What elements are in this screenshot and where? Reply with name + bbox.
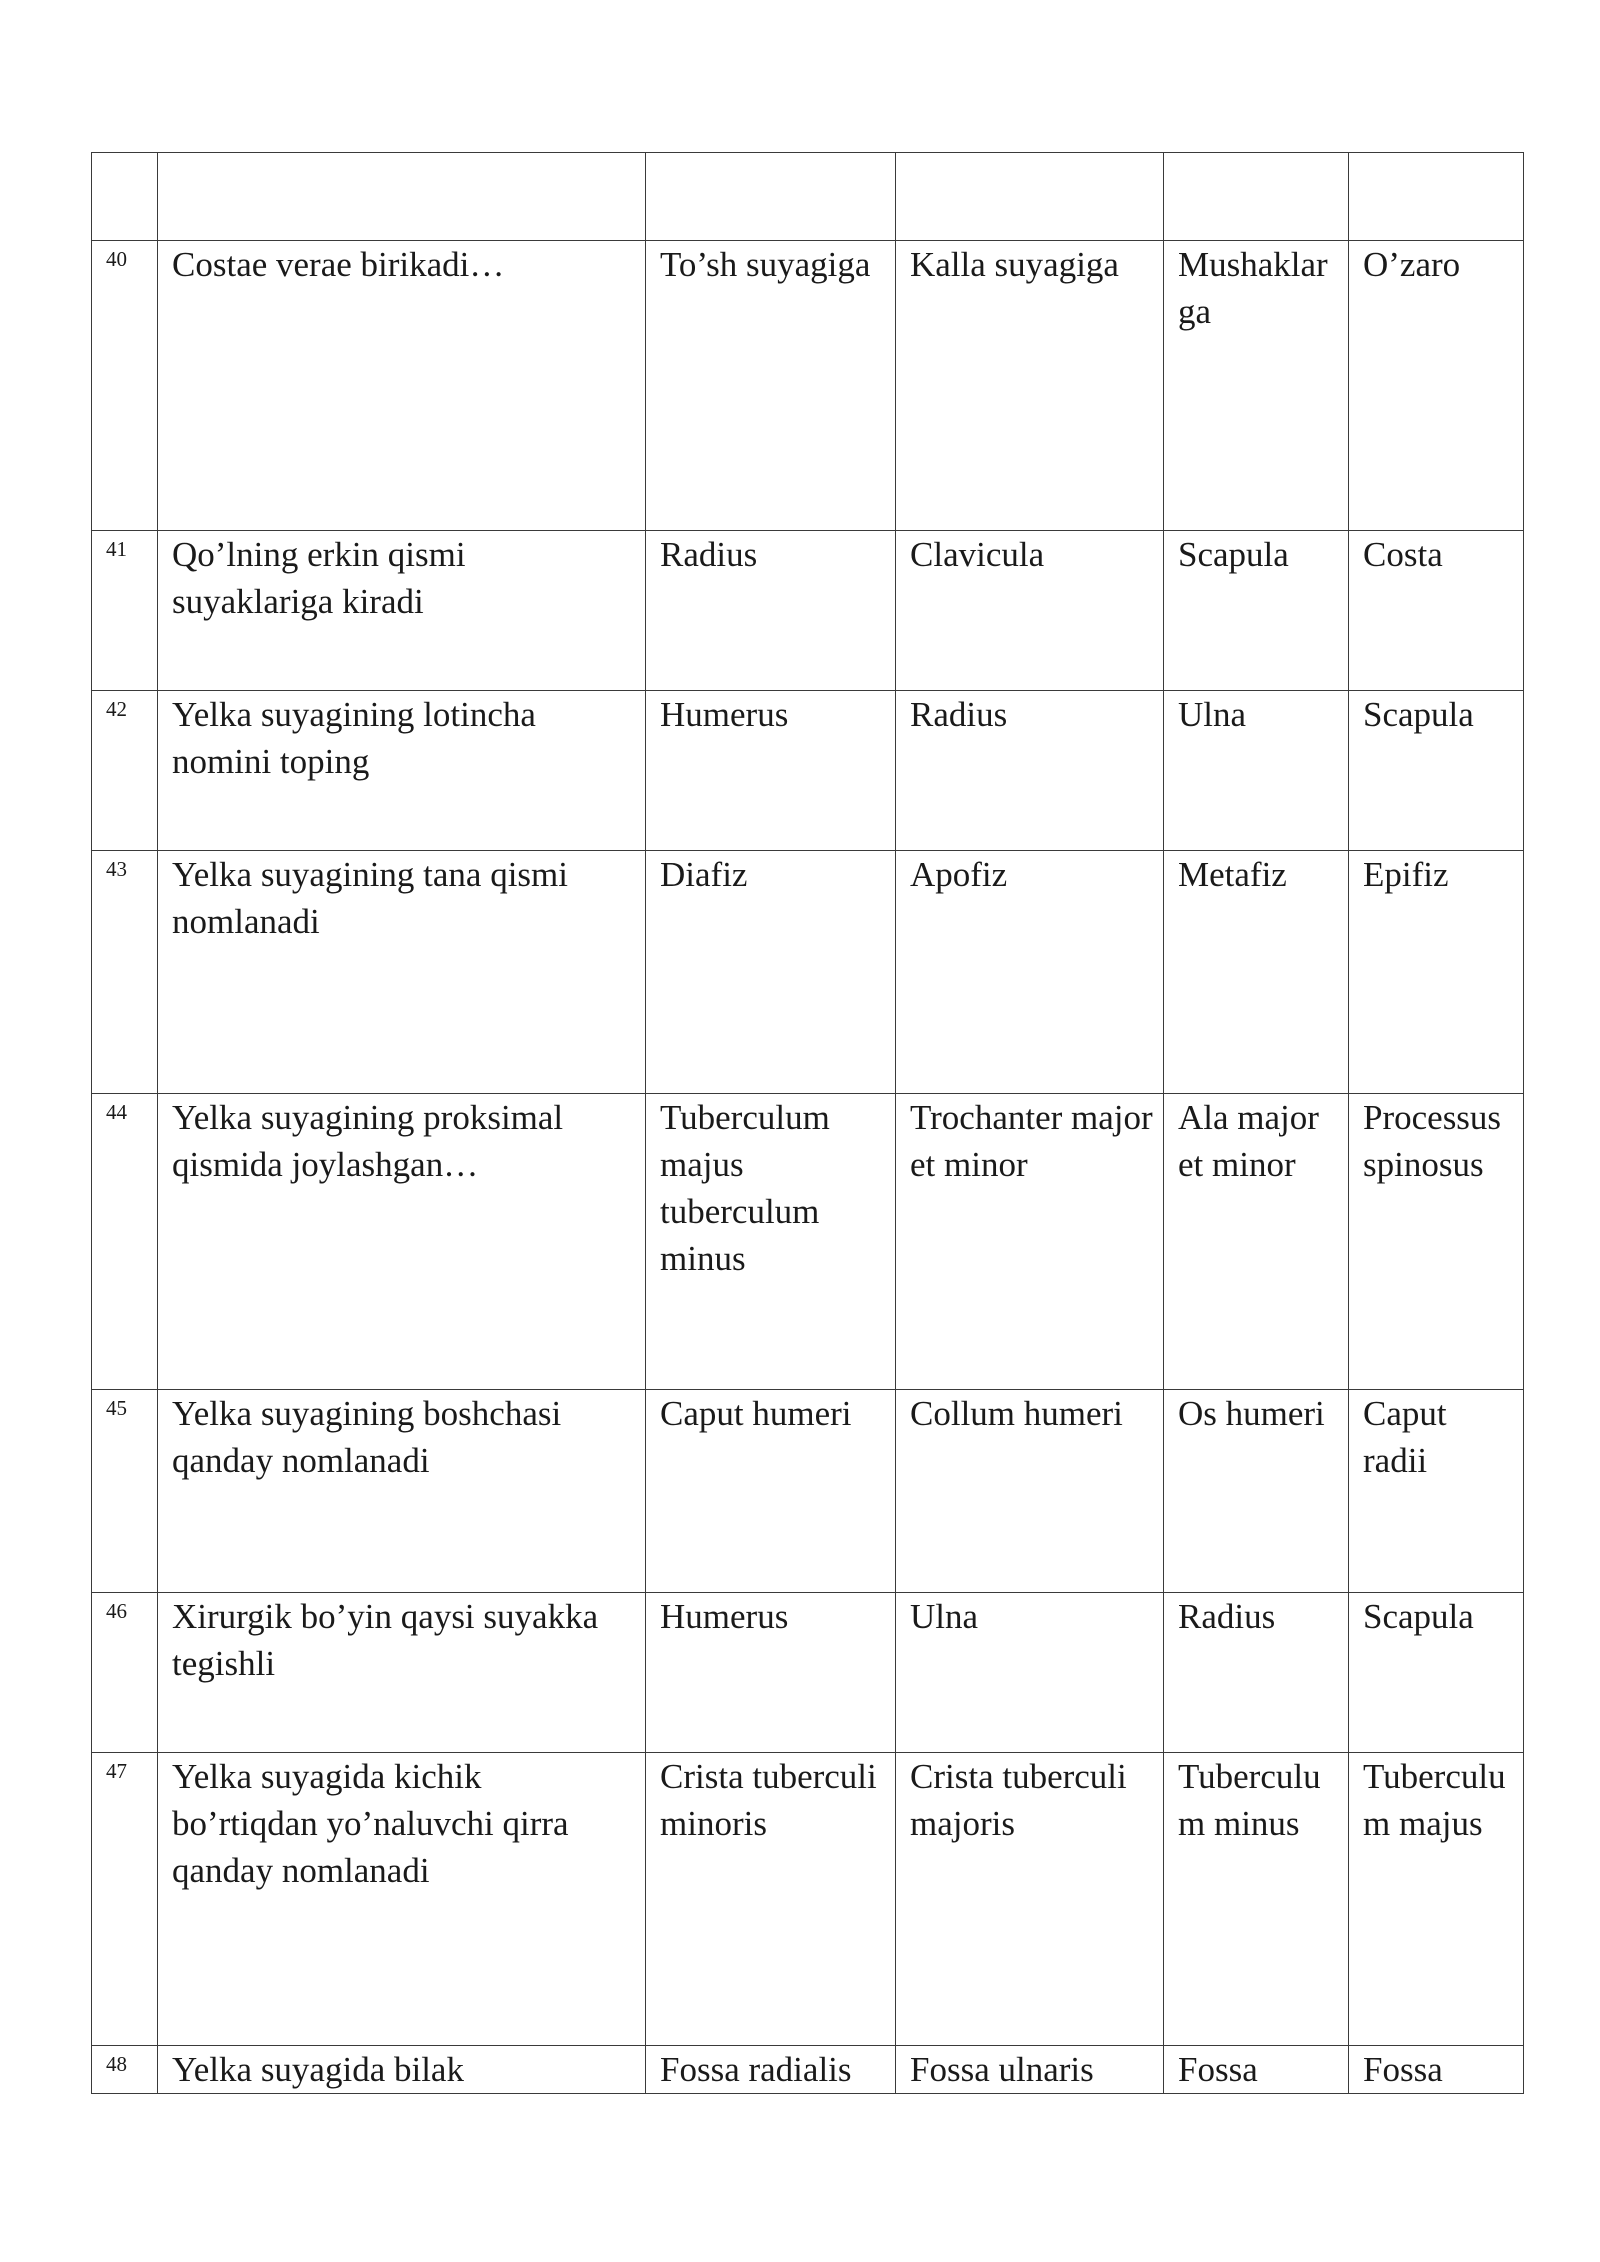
answer-a: Diafiz (646, 851, 896, 1094)
answer-a: Radius (646, 531, 896, 691)
question-number: 46 (92, 1593, 158, 1753)
table-row (92, 153, 1524, 241)
table-row (92, 241, 1524, 531)
answer-b (896, 153, 1164, 241)
answer-d: Epifiz (1349, 851, 1524, 1094)
answer-c: Ala major et minor (1164, 1094, 1349, 1390)
answer-d: Scapula (1349, 691, 1524, 851)
answer-d: Tuberculum majus (1349, 1753, 1524, 2046)
answer-d: Fossa (1349, 2046, 1524, 2094)
question-number: 44 (92, 1094, 158, 1390)
table-row (92, 531, 1524, 691)
answer-c: Scapula (1164, 531, 1349, 691)
question-number: 41 (92, 531, 158, 691)
answer-c: Ulna (1164, 691, 1349, 851)
quiz-table (91, 152, 1524, 2094)
answer-b: Ulna (896, 1593, 1164, 1753)
answer-d: Scapula (1349, 1593, 1524, 1753)
answer-d: O’zaro (1349, 241, 1524, 531)
table-row (92, 1593, 1524, 1753)
answer-d (1349, 153, 1524, 241)
answer-c (1164, 153, 1349, 241)
question-number: 43 (92, 851, 158, 1094)
answer-c: Fossa (1164, 2046, 1349, 2094)
question-text (158, 153, 646, 241)
answer-c: Metafiz (1164, 851, 1349, 1094)
question-number: 40 (92, 241, 158, 531)
question-number (92, 153, 158, 241)
question-text: Costae verae birikadi… (158, 241, 646, 531)
answer-c: Mushaklarga (1164, 241, 1349, 531)
question-number: 47 (92, 1753, 158, 2046)
answer-a: Caput humeri (646, 1390, 896, 1593)
question-text: Yelka suyagining proksimal qismida joylashgan… (158, 1094, 646, 1390)
answer-b: Kalla suyagiga (896, 241, 1164, 531)
table-row (92, 1094, 1524, 1390)
answer-c: Tuberculum minus (1164, 1753, 1349, 2046)
answer-d: Costa (1349, 531, 1524, 691)
question-text: Qo’lning erkin qismi suyaklariga kiradi (158, 531, 646, 691)
answer-a: Humerus (646, 1593, 896, 1753)
answer-b: Clavicula (896, 531, 1164, 691)
question-text: Yelka suyagining lotincha nomini toping (158, 691, 646, 851)
answer-a: Humerus (646, 691, 896, 851)
table-row (92, 851, 1524, 1094)
question-number: 42 (92, 691, 158, 851)
table-row (92, 1390, 1524, 1593)
answer-b: Apofiz (896, 851, 1164, 1094)
answer-a: Tuberculum majus tuberculum minus (646, 1094, 896, 1390)
answer-d: Caput radii (1349, 1390, 1524, 1593)
answer-a: Fossa radialis (646, 2046, 896, 2094)
table-row (92, 691, 1524, 851)
question-text: Yelka suyagining boshchasi qanday nomlanadi (158, 1390, 646, 1593)
question-text: Yelka suyagida bilak (158, 2046, 646, 2094)
answer-a (646, 153, 896, 241)
question-text: Xirurgik bo’yin qaysi suyakka tegishli (158, 1593, 646, 1753)
answer-d: Processus spinosus (1349, 1094, 1524, 1390)
answer-b: Trochanter major et minor (896, 1094, 1164, 1390)
answer-c: Os humeri (1164, 1390, 1349, 1593)
answer-b: Radius (896, 691, 1164, 851)
answer-c: Radius (1164, 1593, 1349, 1753)
table-row (92, 1753, 1524, 2046)
question-number: 45 (92, 1390, 158, 1593)
question-number: 48 (92, 2046, 158, 2094)
answer-b: Crista tuberculi majoris (896, 1753, 1164, 2046)
answer-a: To’sh suyagiga (646, 241, 896, 531)
answer-a: Crista tuberculi minoris (646, 1753, 896, 2046)
answer-b: Fossa ulnaris (896, 2046, 1164, 2094)
table-row (92, 2046, 1524, 2094)
answer-b: Collum humeri (896, 1390, 1164, 1593)
question-text: Yelka suyagining tana qismi nomlanadi (158, 851, 646, 1094)
question-text: Yelka suyagida kichik bo’rtiqdan yo’naluvchi qirra qanday nomlanadi (158, 1753, 646, 2046)
